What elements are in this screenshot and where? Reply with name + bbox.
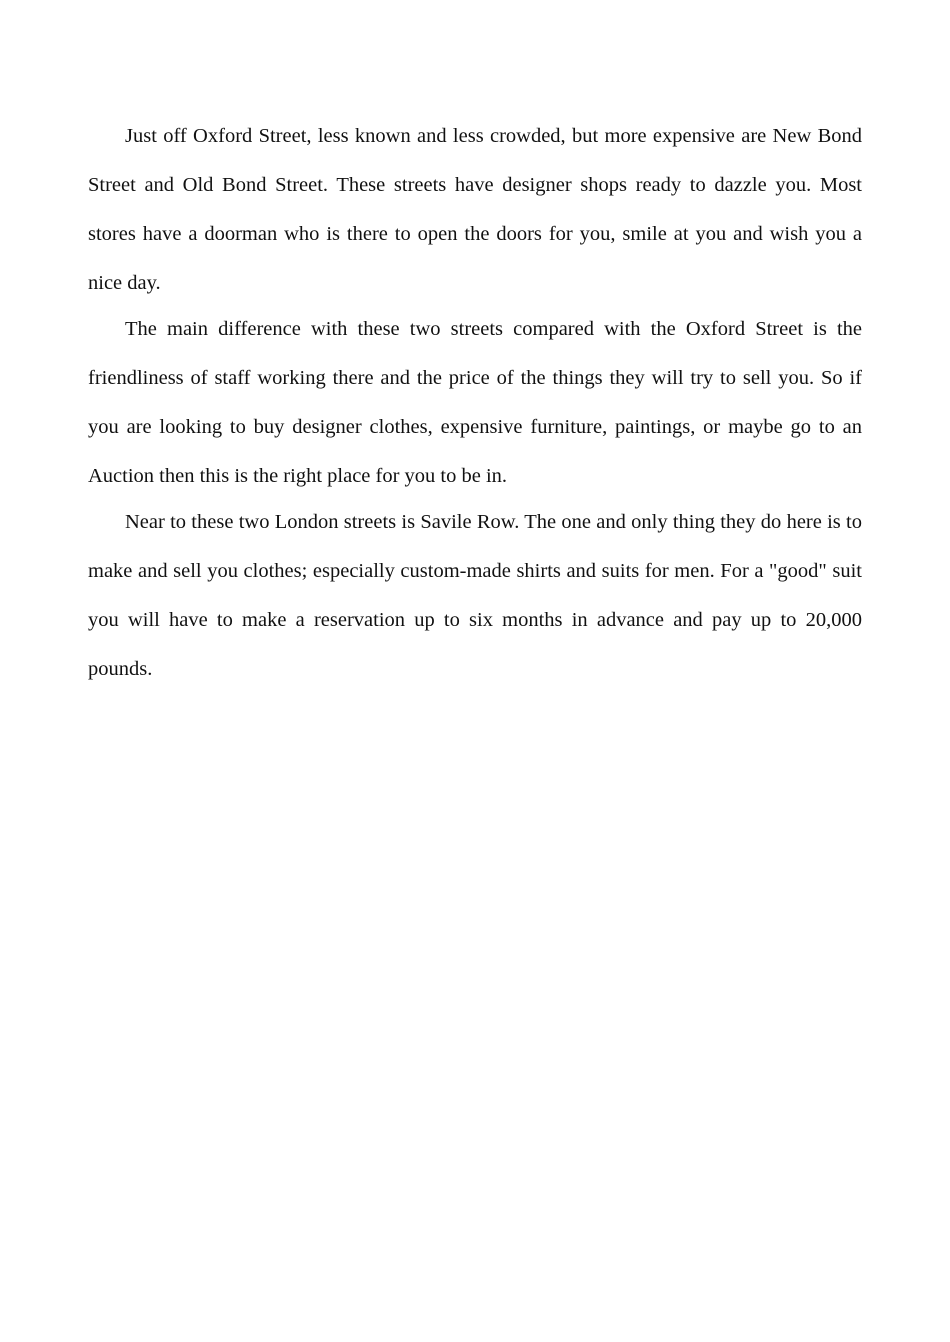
paragraph-savile-row: Near to these two London streets is Savile Row. The one and only thing they do here is to make and sell you clothes; especially custom-made shirts and suits for men. For a "good" suit you will have to make a reservation up to six months in advance and pay up to 20,000 pounds. [88, 511, 862, 680]
paragraph-bond-streets: Just off Oxford Street, less known and less crowded, but more expensive are New Bond Street and Old Bond Street. These streets have designer shops ready to dazzle you. Most stores have a doorman who is there to open the doors for you, smile at you and wish you a nice day. [88, 125, 862, 294]
document-body [88, 112, 862, 691]
paragraph-difference: The main difference with these two streets compared with the Oxford Street is the friendliness of staff working there and the price of the things they will try to sell you. So if you are looking to buy designer clothes, expensive furniture, paintings, or maybe go to an Auction then this is the right place for you to be in. [88, 318, 862, 487]
